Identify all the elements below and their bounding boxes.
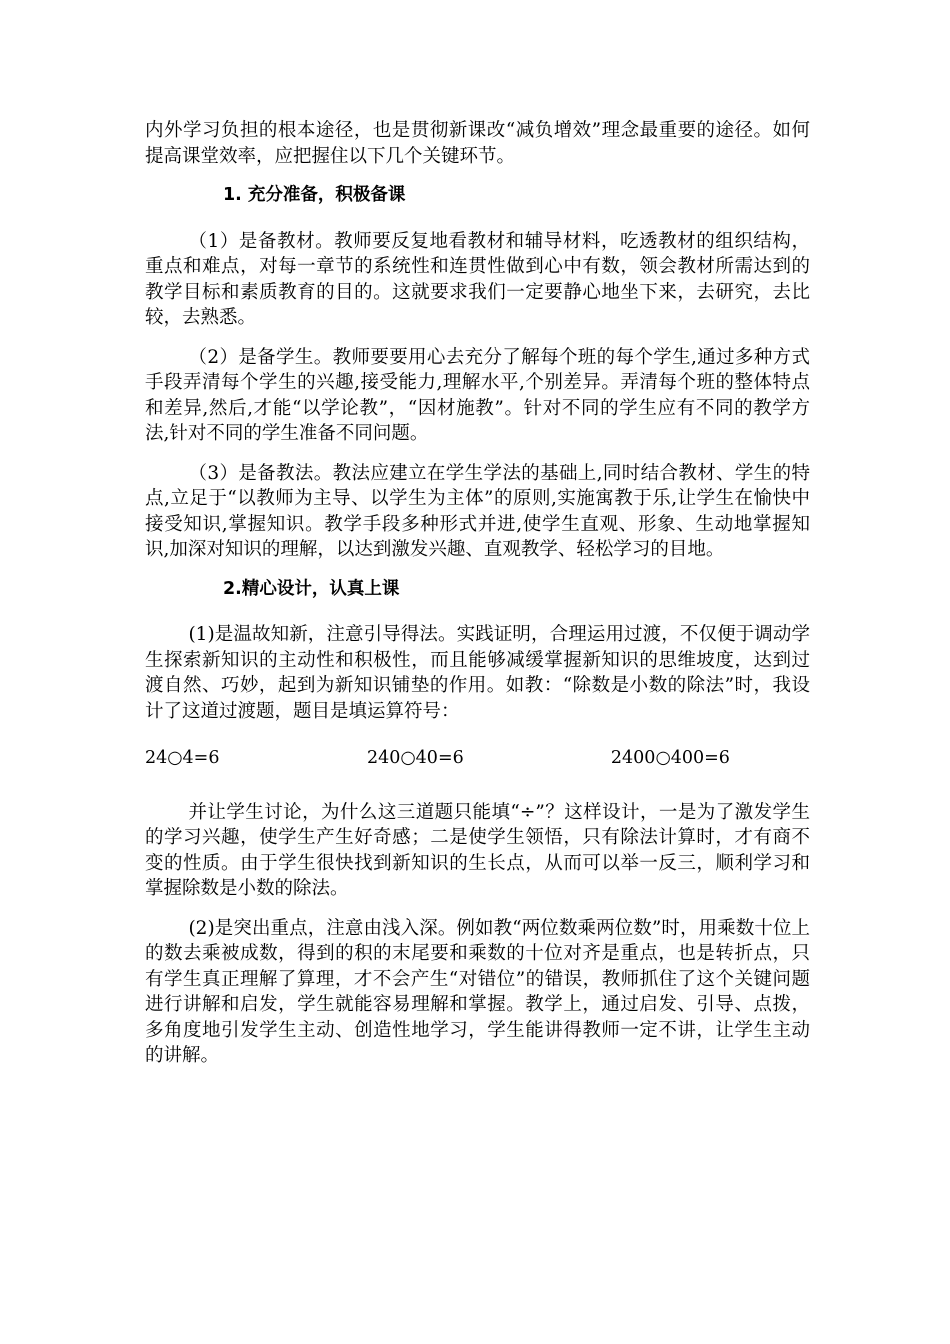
equation-1: 24○4=6: [145, 748, 220, 768]
section-1-paragraph-1: （1）是备教材。教师要反复地看教材和辅导材料，吃透教材的组织结构，重点和难点，对每一章节的系统性和连贯性做到心中有数，领会教材所需达到的教学目标和素质教育的目的。这就要求我们一定要静心地坐下来，去研究，去比较，去熟悉。: [145, 230, 810, 328]
section-2-heading: 2.精心设计，认真上课: [223, 578, 400, 599]
equation-row: [145, 746, 810, 772]
document-body: [145, 118, 810, 1083]
equation-2: 240○40=6: [367, 748, 464, 768]
equation-3: 2400○400=6: [610, 748, 730, 768]
section-1-heading: 1. 充分准备，积极备课: [223, 185, 406, 205]
section-1-paragraph-2: （2）是备学生。教师要要用心去充分了解每个班的每个学生,通过多种方式手段弄清每个学生的兴趣,接受能力,理解水平,个别差异。弄清每个班的整体特点和差异,然后,才能“以学论教”，“因材施教”。针对不同的学生应有不同的教学方法,针对不同的学生准备不同问题。: [145, 346, 810, 444]
section-1-paragraph-3: （3）是备教法。教法应建立在学生学法的基础上,同时结合教材、学生的特点,立足于“以教师为主导、以学生为主体”的原则,实施寓教于乐,让学生在愉快中接受知识,掌握知识。教学手段多种形式并进,使学生直观、形象、生动地掌握知识,加深对知识的理解，以达到激发兴趣、直观教学、轻松学习的目地。: [145, 462, 810, 560]
section-2-paragraph-1: (1)是温故知新，注意引导得法。实践证明，合理运用过渡，不仅便于调动学生探索新知识的主动性和积极性，而且能够减缓掌握新知识的思维坡度，达到过渡自然、巧妙，起到为新知识铺垫的作用。如教：“除数是小数的除法”时，我设计了这道过渡题，题目是填运算符号：: [145, 624, 810, 722]
intro-paragraph: 内外学习负担的根本途径，也是贯彻新课改“减负增效”理念最重要的途径。如何提高课堂效率，应把握住以下几个关键环节。: [145, 120, 810, 167]
section-2-paragraph-2: 并让学生讨论，为什么这三道题只能填“÷”？这样设计，一是为了激发学生的学习兴趣，使学生产生好奇感；二是使学生领悟，只有除法计算时，才有商不变的性质。由于学生很快找到新知识的生长点，从而可以举一反三，顺利学习和掌握除数是小数的除法。: [145, 801, 810, 899]
section-2-paragraph-3: (2)是突出重点，注意由浅入深。例如教“两位数乘两位数”时，用乘数十位上的数去乘被成数，得到的积的末尾要和乘数的十位对齐是重点，也是转折点，只有学生真正理解了算理，才不会产生“对错位”的错误，教师抓住了这个关键问题进行讲解和启发，学生就能容易理解和掌握。教学上，通过启发、引导、点拨，多角度地引发学生主动、创造性地学习，学生能讲得教师一定不讲，让学生主动的讲解。: [145, 917, 810, 1066]
